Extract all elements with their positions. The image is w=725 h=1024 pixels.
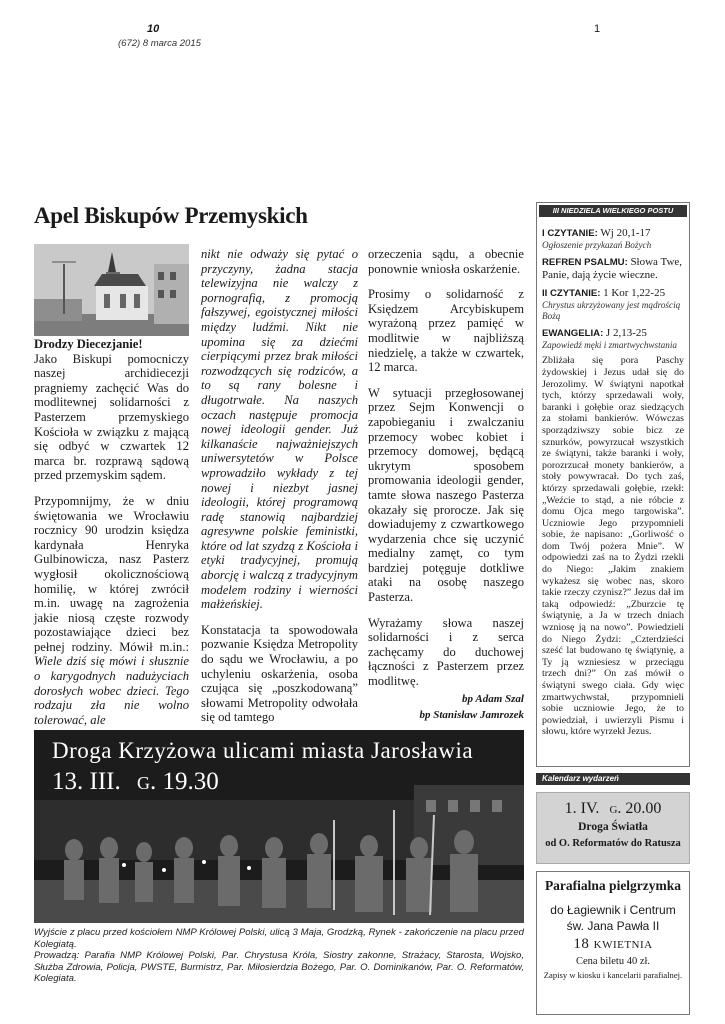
signature-2: bp Stanisław Jamrozek — [419, 708, 524, 721]
event-1-time: g. 20.00 — [609, 800, 662, 817]
homily-quote-continued: nikt nie odważy się pytać o przyczyny, żadna stacja telewizyjna nie walczy z pornografią, z promocją fałszywej, egoistycznej miłości między ludźmi. Nikt nie upomina się za dziećmi cierpiącymi przez brak miłości rozwodzących się rodziców, a to są rany bolesne i długotrwałe. Na naszych oczach następuje promocja nowej ideologii gender. Już kilkanaście najważniejszych uniwersytetów w Polsce wprowadziło wykłady z tej nowej i niezbyt jasnej ideologii, której programową radę stanowią najbardziej agresywne polskie feministki, które od lat szydzą z Kościoła i etyki tradycyjnej, promują aborcję i walczą z tradycyjnym modelem rodziny i wierności małżeńskiej. — [201, 247, 358, 612]
church-photo — [34, 244, 189, 336]
gospel — [542, 327, 684, 340]
event-2-line-1: do Łagiewnik i Centrum — [550, 903, 676, 917]
reading-2-ref: 1 Kor 1,22-25 — [603, 287, 666, 300]
event-2-line-2: św. Jana Pawła II — [566, 919, 660, 933]
event-1-route: od O. Reformatów do Ratusza — [545, 838, 681, 849]
paragraph: Prosimy o solidarność z Księdzem Arcybiskupem wyrażoną przez pamięć w modlitwie w najbliższą niedzielę, a także w czwartek, 12 marca. — [368, 287, 524, 375]
event-2-price: Cena biletu 40 zł. — [575, 956, 651, 967]
gospel-label: EWANGELIA: — [542, 327, 604, 339]
paragraph: W sytuacji przegłosowanej przez Sejm Konwencji o zapobieganiu i zwalczaniu przemocy wobec kobiet i przemocy domowej, będącą ukrytym sposobem promowania ideologii gender, tamte słowa naszego Pasterza okazały się proroczе. Jak się dowiadujemy z czwartkowego wydarzenia chce się uczynić medialny zamęt, co tym bardziej potęguje dotkliwe ataki na osobę naszego Pasterza. — [368, 385, 524, 605]
liturgy-readings — [542, 227, 684, 738]
caption-organizers: Prowadzą: Parafia NMP Królowej Polski, Par. Chrystusa Króla, Siostry zakonne, Strażacy, Starosta, Wojsko, Służba Zdrowia, Policja, PWSTE, Burmistrz, Par. Miłosierdzia Bożego, Par. O. Dominikanów, Par. O. Reformatów, Kolegiata. — [34, 950, 524, 985]
calendar-header: Kalendarz wydarzeń — [536, 773, 690, 785]
event-date: 13. III. — [52, 768, 121, 795]
reading-1-label: I CZYTANIE: — [542, 228, 598, 239]
event-title: Droga Krzyżowa ulicami miasta Jarosławia — [52, 738, 474, 763]
paragraph: Jako Biskupi pomocniczy naszej archidiecezji pragniemy zachęcić Was do modlitewnej solidarności z Pasterzem przemyskiego Kościoła w związku z mającą się odbyć w czwartek 12 marca br. rozprawą sądową przed przemyskim sądem. — [34, 351, 189, 483]
page-number: 10 — [147, 23, 160, 35]
liturgy-header: III NIEDZIELA WIELKIEGO POSTU — [539, 205, 687, 217]
event-2-title: Parafialna pielgrzymka — [544, 878, 682, 893]
event-2-date: 18 kwietnia — [573, 936, 653, 952]
event-1-name: Droga Światła — [578, 821, 648, 833]
calendar-event-2 — [536, 871, 690, 1015]
reading-1 — [542, 227, 684, 240]
paragraph: Konstatacja ta spowodowała pozwanie Księdza Metropolity do sądu we Wrocławiu, a po uchyleniu oskarżenia, osoba czująca się „poszkodowaną” słowami Metropolity odwołała się od tamtego — [201, 622, 358, 725]
article-column-3 — [368, 247, 524, 723]
paragraph: orzeczenia sądu, a obecnie ponownie wniosła oskarżenie. — [368, 247, 524, 276]
psalm — [542, 256, 684, 282]
article-column-1 — [34, 337, 189, 727]
signature-1: bp Adam Szal — [462, 692, 524, 705]
psalm-label: REFREN PSALMU: — [542, 256, 628, 268]
paragraph-quote-intro — [34, 494, 189, 728]
psalm-text: Słowa Twe, Panie, dają życie wieczne. — [542, 255, 683, 281]
gospel-ref: J 2,13-25 — [605, 326, 647, 339]
event-datetime — [52, 768, 219, 796]
reading-2 — [542, 287, 684, 300]
photo-caption — [34, 927, 524, 985]
article-column-2 — [201, 247, 358, 725]
reading-2-summary: Chrystus ukrzyżowany jest mądrością Bożą — [542, 300, 681, 321]
calendar-event-1 — [536, 792, 690, 864]
paragraph: Wyrażamy słowa naszej solidarności i z serca zachęcamy do duchowej łączności z Pasterzem przez modlitwę. — [368, 615, 524, 689]
paragraph-text: Przypomnijmy, że w dniu świętowania we Wrocławiu rocznicy 90 urodzin księdza kardynała Henryka Gulbinowicza, nasz Pasterz wygłosił okolicznościową homilię, w której zwrócił m.in. uwagę na zagrożenia jakie niosą częste rozwody pozostawiające dzieci bez pełnej rodziny. Mówił m.in.: — [34, 493, 189, 654]
issue-date: (672) 8 marca 2015 — [118, 38, 201, 49]
reading-1-ref: Wj 20,1-17 — [600, 227, 651, 239]
event-banner — [34, 730, 524, 923]
homily-quote: Wiele dziś się mówi i słusznie o karygodnych nadużyciach dorosłych wobec dzieci. Tego rodzaju zła nie wolno tolerować, ale — [34, 654, 189, 727]
liturgy-box — [536, 202, 690, 767]
church-illustration — [34, 244, 189, 336]
event-1-date: 1. IV. — [564, 800, 600, 817]
gospel-summary: Zapowiedź męki i zmartwychwstania — [542, 339, 678, 350]
reading-2-label: II CZYTANIE: — [542, 288, 601, 300]
reading-1-summary: Ogłoszenie przykazań Bożych — [542, 240, 652, 251]
greeting: Drodzy Diecezjanie! — [34, 337, 143, 351]
event-1-datetime — [537, 800, 689, 818]
event-time: g. 19.30 — [136, 768, 219, 795]
event-2-note: Zapisy w kiosku i kancelarii parafialnej. — [543, 970, 683, 980]
caption-route: Wyjście z placu przed kościołem NMP Królowej Polski, ulicą 3 Maja, Grodzką, Rynek - zakończenie na placu przed Kolegiatą. — [34, 927, 524, 950]
article-title: Apel Biskupów Przemyskich — [34, 203, 308, 228]
gospel-text: Zbliżała się pora Paschy żydowskiej i Jezus udał się do Jerozolimy. W świątyni napotkał tych, którzy sprzedawali woły, baranki i gołębie oraz siedzących za stołami bankierów. Wówczas sporządziwszy sobie bicz ze sznurków, powyrzucał wszystkich ze świątyni, także baranki i woły, porozrzucał monety bankierów, a stoły powywracał. Do tych zaś, którzy sprzedawali gołębie, rzekł: „Weźcie to stąd, a nie róbcie z domu Ojca mego targowiska”. Uczniowie Jego przypomnieli sobie, że napisano: „Gorliwość o dom Twój pożera Mnie”. W odpowiedzi zaś na to Żydzi rzekli do Niego: „Jakim znakiem wykażesz się wobec nas, skoro takie rzeczy czynisz?” Jezus dał im taką odpowiedź: „Zburzcie tę świątynię, a Ja w trzech dniach wzniosę ją na nowo”. Powiedzieli do Niego Żydzi: „Czterdzieści sześć lat budowano tę świątynię, a Ty ją wzniesiesz w przeciągu trzech dni?” On zaś mówił o świątyni swego ciała. Gdy więc zmartwychwstał, przypomnieli sobie uczniowie Jego, że to powiedział, i uwierzyli Pismu i słowu, które wyrzekł Jezus. — [542, 355, 684, 738]
page-number-right: 1 — [594, 23, 601, 35]
